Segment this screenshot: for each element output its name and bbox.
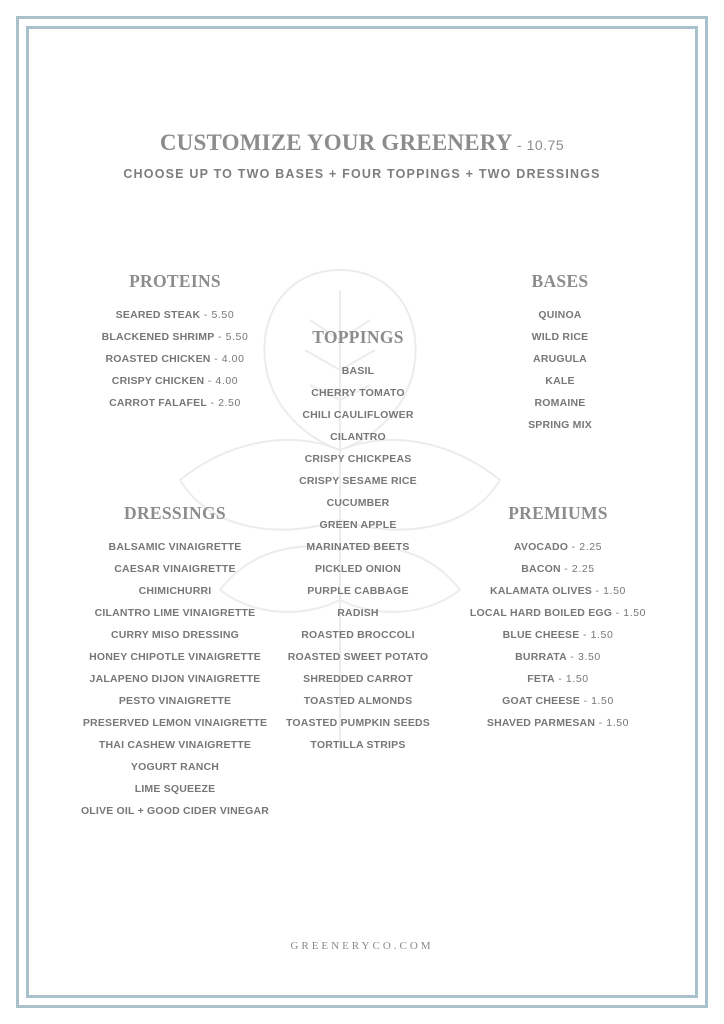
proteins-list: [75, 304, 275, 414]
toppings-list: [258, 360, 458, 756]
dressings-list: [75, 536, 275, 822]
item-name: CILANTRO LIME VINAIGRETTE: [94, 607, 256, 619]
item-name: CUCUMBER: [326, 497, 390, 509]
item-name: OLIVE OIL + GOOD CIDER VINEGAR: [80, 805, 270, 817]
premiums-item: [458, 602, 658, 624]
bases-item: [460, 348, 660, 370]
dressings-item: [75, 668, 275, 690]
premiums-item: [458, 646, 658, 668]
menu-title-row: [0, 130, 724, 156]
premiums-item: [458, 558, 658, 580]
item-name: CRISPY CHICKEN: [111, 375, 205, 387]
item-price: - 3.50: [566, 651, 601, 663]
item-name: ROASTED SWEET POTATO: [287, 651, 429, 663]
bases-item: [460, 392, 660, 414]
item-name: BASIL: [341, 365, 375, 377]
item-name: CHIMICHURRI: [138, 585, 212, 597]
toppings-item: [258, 426, 458, 448]
premiums-section: [458, 503, 658, 734]
toppings-item: [258, 690, 458, 712]
toppings-item: [258, 536, 458, 558]
proteins-heading: PROTEINS: [129, 271, 221, 291]
bases-section: [460, 271, 660, 436]
premiums-item: [458, 668, 658, 690]
item-name: CILANTRO: [330, 431, 386, 443]
dressings-item: [75, 690, 275, 712]
item-name: BLUE CHEESE: [502, 629, 580, 641]
item-name: RADISH: [337, 607, 379, 619]
dressings-item: [75, 756, 275, 778]
item-name: MARINATED BEETS: [306, 541, 410, 553]
item-name: ROMAINE: [534, 397, 586, 409]
toppings-item: [258, 734, 458, 756]
item-name: TORTILLA STRIPS: [310, 739, 406, 751]
bases-heading: BASES: [531, 271, 589, 291]
proteins-item: [75, 392, 275, 414]
item-name: SPRING MIX: [528, 419, 592, 431]
proteins-item: [75, 348, 275, 370]
toppings-heading: TOPPINGS: [312, 327, 404, 347]
item-price: - 2.25: [560, 563, 595, 575]
item-name: CRISPY SESAME RICE: [299, 475, 417, 487]
item-name: KALAMATA OLIVES: [490, 585, 592, 597]
dressings-item: [75, 646, 275, 668]
dressings-item: [75, 558, 275, 580]
proteins-item: [75, 304, 275, 326]
toppings-item: [258, 646, 458, 668]
dressings-item: [75, 580, 275, 602]
bases-list: [460, 304, 660, 436]
item-name: KALE: [545, 375, 575, 387]
website-footer: GREENERYCO.COM: [290, 940, 434, 952]
item-name: THAI CASHEW VINAIGRETTE: [98, 739, 252, 751]
toppings-item: [258, 470, 458, 492]
item-name: PICKLED ONION: [314, 563, 402, 575]
item-name: BURRATA: [515, 651, 567, 663]
item-name: QUINOA: [538, 309, 582, 321]
item-name: SEARED STEAK: [115, 309, 201, 321]
item-name: ROASTED CHICKEN: [105, 353, 211, 365]
dressings-heading: DRESSINGS: [124, 503, 226, 523]
toppings-item: [258, 404, 458, 426]
premiums-heading: PREMIUMS: [508, 503, 608, 523]
item-name: TOASTED PUMPKIN SEEDS: [285, 717, 431, 729]
bases-item: [460, 370, 660, 392]
item-name: BACON: [521, 563, 561, 575]
item-name: LOCAL HARD BOILED EGG: [469, 607, 613, 619]
item-price: - 4.00: [210, 353, 245, 365]
item-name: ARUGULA: [533, 353, 587, 365]
base-price: - 10.75: [517, 137, 565, 153]
item-price: - 1.50: [579, 629, 614, 641]
item-name: PRESERVED LEMON VINAIGRETTE: [82, 717, 268, 729]
item-name: GREEN APPLE: [319, 519, 397, 531]
toppings-item: [258, 602, 458, 624]
item-name: PESTO VINAIGRETTE: [118, 695, 232, 707]
item-name: ROASTED BROCCOLI: [301, 629, 415, 641]
item-name: BALSAMIC VINAIGRETTE: [108, 541, 242, 553]
dressings-item: [75, 800, 275, 822]
toppings-item: [258, 360, 458, 382]
dressings-item: [75, 602, 275, 624]
bases-item: [460, 414, 660, 436]
item-name: BLACKENED SHRIMP: [101, 331, 215, 343]
toppings-item: [258, 514, 458, 536]
proteins-item: [75, 326, 275, 348]
toppings-item: [258, 492, 458, 514]
item-name: AVOCADO: [513, 541, 569, 553]
dressings-item: [75, 536, 275, 558]
item-name: CAESAR VINAIGRETTE: [114, 563, 236, 575]
toppings-item: [258, 580, 458, 602]
item-name: CHERRY TOMATO: [311, 387, 405, 399]
proteins-section: [75, 271, 275, 414]
premiums-list: [458, 536, 658, 734]
item-price: - 1.50: [595, 717, 630, 729]
menu-title: CUSTOMIZE YOUR GREENERY: [159, 130, 513, 155]
toppings-item: [258, 558, 458, 580]
item-price: - 4.00: [204, 375, 239, 387]
item-price: - 1.50: [554, 673, 589, 685]
item-name: CRISPY CHICKPEAS: [304, 453, 412, 465]
item-name: HONEY CHIPOTLE VINAIGRETTE: [89, 651, 261, 663]
toppings-item: [258, 668, 458, 690]
item-name: SHREDDED CARROT: [303, 673, 413, 685]
item-name: YOGURT RANCH: [130, 761, 220, 773]
dressings-item: [75, 624, 275, 646]
dressings-item: [75, 734, 275, 756]
item-price: - 1.50: [612, 607, 647, 619]
item-price: - 1.50: [592, 585, 626, 597]
toppings-section: [258, 327, 458, 756]
item-name: PURPLE CABBAGE: [307, 585, 409, 597]
dressings-item: [75, 712, 275, 734]
toppings-item: [258, 382, 458, 404]
item-name: CHILI CAULIFLOWER: [302, 409, 414, 421]
bases-item: [460, 326, 660, 348]
item-price: - 5.50: [200, 309, 235, 321]
premiums-item: [458, 580, 658, 602]
item-price: - 5.50: [214, 331, 249, 343]
dressings-section: [75, 503, 275, 822]
menu-subtitle: CHOOSE UP TO TWO BASES + FOUR TOPPINGS + TWO DRESSINGS: [123, 167, 601, 181]
item-name: FETA: [527, 673, 555, 685]
toppings-item: [258, 624, 458, 646]
premiums-item: [458, 690, 658, 712]
item-name: JALAPENO DIJON VINAIGRETTE: [89, 673, 261, 685]
premiums-item: [458, 624, 658, 646]
item-price: - 1.50: [579, 695, 614, 707]
item-name: GOAT CHEESE: [502, 695, 580, 707]
dressings-item: [75, 778, 275, 800]
bases-item: [460, 304, 660, 326]
item-price: - 2.25: [568, 541, 603, 553]
item-name: TOASTED ALMONDS: [303, 695, 413, 707]
proteins-item: [75, 370, 275, 392]
item-name: WILD RICE: [531, 331, 589, 343]
toppings-item: [258, 448, 458, 470]
item-name: CARROT FALAFEL: [109, 397, 207, 409]
item-name: LIME SQUEEZE: [134, 783, 216, 795]
item-name: SHAVED PARMESAN: [486, 717, 596, 729]
premiums-item: [458, 536, 658, 558]
item-price: - 2.50: [206, 397, 241, 409]
item-name: CURRY MISO DRESSING: [110, 629, 240, 641]
toppings-item: [258, 712, 458, 734]
premiums-item: [458, 712, 658, 734]
